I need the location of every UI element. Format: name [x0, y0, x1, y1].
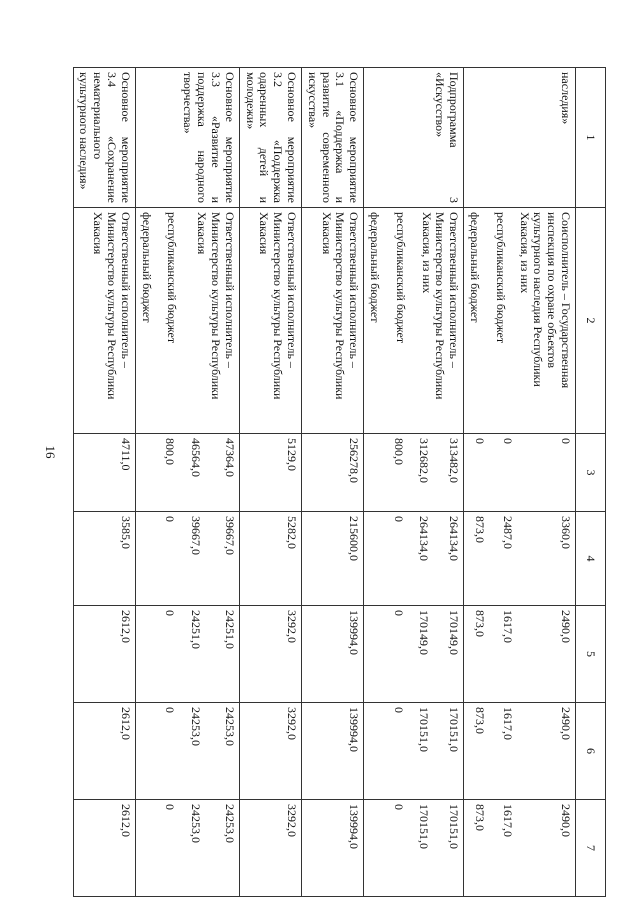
value: 3292,0	[285, 610, 300, 643]
value: 24251,0	[222, 610, 237, 649]
value: 215600,0	[347, 516, 362, 561]
row-executor	[364, 208, 464, 434]
executor-line: республиканский бюджет	[165, 212, 180, 344]
value-cell	[464, 512, 576, 606]
value: 873,0	[473, 707, 488, 734]
executor-line: республиканский бюджет	[393, 212, 408, 344]
executor-line: Соисполнитель – Государственная инспекция по охране объектов культурного наследия Республики Хакасия, из них	[517, 212, 573, 389]
header-col-2: 2	[576, 208, 606, 434]
value: 800,0	[163, 438, 178, 465]
value: 256278,0	[347, 438, 362, 483]
executor-line: Ответственный исполнитель – Министерство культуры Республики Хакасия	[195, 212, 237, 400]
value: 2490,0	[559, 707, 573, 740]
value-cell	[302, 512, 364, 606]
value: 4711,0	[118, 438, 133, 471]
value-cell	[239, 434, 301, 512]
value: 24253,0	[222, 707, 237, 746]
value-cell	[464, 703, 576, 800]
executor-line: Ответственный исполнитель – Министерство культуры Республики Хакасия	[91, 212, 133, 400]
rotated-table-container	[77, 67, 606, 896]
value-cell	[73, 703, 135, 800]
value-cell	[464, 606, 576, 703]
row-executor	[464, 208, 576, 434]
value-cell	[302, 800, 364, 897]
row-title: Основное мероприятие 3.4 «Сохранение нематериального культурного наследия»	[73, 68, 135, 208]
value: 1617,0	[501, 610, 516, 643]
table-row	[239, 68, 301, 897]
page-number: 16	[43, 445, 58, 459]
value: 2612,0	[118, 610, 133, 643]
value: 313482,0	[447, 438, 462, 483]
value: 24253,0	[189, 804, 204, 843]
value-cell	[464, 800, 576, 897]
value: 312682,0	[417, 438, 432, 483]
value-cell	[302, 434, 364, 512]
value-cell	[302, 703, 364, 800]
value-cell	[239, 512, 301, 606]
header-col-1: 1	[576, 68, 606, 208]
header-row	[576, 68, 606, 897]
value-cell	[364, 800, 464, 897]
value: 873,0	[473, 516, 488, 543]
executor-line: федеральный бюджет	[368, 212, 383, 323]
value: 1617,0	[501, 804, 516, 837]
header-col-3: 3	[576, 434, 606, 512]
row-title: Основное мероприятие 3.2 «Поддержка одаренных детей и молодежи»	[239, 68, 301, 208]
executor-line: федеральный бюджет	[139, 212, 154, 323]
value: 170151,0	[417, 707, 432, 752]
value: 0	[163, 707, 178, 713]
value: 170149,0	[417, 610, 432, 655]
value: 46564,0	[189, 438, 204, 477]
value: 0	[163, 516, 178, 522]
value: 170151,0	[447, 707, 462, 752]
value: 170151,0	[447, 804, 462, 849]
value-cell	[135, 703, 239, 800]
row-title: наследия»	[464, 68, 576, 208]
value: 873,0	[473, 804, 488, 831]
value: 0	[163, 610, 178, 616]
header-col-6: 6	[576, 703, 606, 800]
row-executor	[73, 208, 135, 434]
value-cell	[73, 606, 135, 703]
value: 800,0	[391, 438, 406, 465]
value: 2490,0	[559, 804, 573, 837]
value: 0	[391, 804, 406, 810]
row-title: Основное мероприятие 3.1 «Поддержка и развитие современного искусства»	[302, 68, 364, 208]
value: 0	[391, 707, 406, 713]
value-cell	[239, 703, 301, 800]
row-executor	[135, 208, 239, 434]
table-row	[73, 68, 135, 897]
value: 0	[391, 610, 406, 616]
value: 170149,0	[447, 610, 462, 655]
executor-line: республиканский бюджет	[493, 212, 508, 344]
value: 264134,0	[417, 516, 432, 561]
table-row	[302, 68, 364, 897]
value: 24253,0	[222, 804, 237, 843]
value: 47364,0	[222, 438, 237, 477]
value: 873,0	[473, 610, 488, 637]
header-col-7: 7	[576, 800, 606, 897]
header-col-4: 4	[576, 512, 606, 606]
value: 139994,0	[347, 804, 362, 849]
value-cell	[135, 606, 239, 703]
row-executor	[239, 208, 301, 434]
executor-line: Ответственный исполнитель – Министерство культуры Республики Хакасия	[319, 212, 362, 400]
value: 24253,0	[189, 707, 204, 746]
value: 264134,0	[447, 516, 462, 561]
value: 0	[163, 804, 178, 810]
executor-line: федеральный бюджет	[468, 212, 483, 323]
value: 0	[501, 438, 516, 444]
value-cell	[135, 512, 239, 606]
value-cell	[364, 512, 464, 606]
value-cell	[239, 800, 301, 897]
value-cell	[73, 512, 135, 606]
budget-table	[73, 67, 606, 897]
value: 3360,0	[559, 516, 573, 549]
value: 0	[391, 516, 406, 522]
value-cell	[302, 606, 364, 703]
value: 0	[473, 438, 488, 444]
value: 39667,0	[222, 516, 237, 555]
value: 5282,0	[285, 516, 300, 549]
value-cell	[135, 800, 239, 897]
table-row	[364, 68, 464, 897]
value: 139994,0	[347, 707, 362, 752]
value: 3585,0	[118, 516, 133, 549]
value: 2612,0	[118, 804, 133, 837]
value: 3292,0	[285, 804, 300, 837]
value: 139994,0	[347, 610, 362, 655]
header-col-5: 5	[576, 606, 606, 703]
value: 170151,0	[417, 804, 432, 849]
value: 1617,0	[501, 707, 516, 740]
value: 5129,0	[285, 438, 300, 471]
value-cell	[73, 800, 135, 897]
value-cell	[364, 434, 464, 512]
value-cell	[464, 434, 576, 512]
value: 39667,0	[189, 516, 204, 555]
value: 2490,0	[559, 610, 573, 643]
value-cell	[73, 434, 135, 512]
value-cell	[239, 606, 301, 703]
value-cell	[364, 606, 464, 703]
value: 0	[559, 438, 573, 444]
executor-line: Ответственный исполнитель – Министерство культуры Республики Хакасия	[257, 212, 300, 400]
value: 2487,0	[501, 516, 516, 549]
row-executor	[302, 208, 364, 434]
row-title: Подпрограмма 3 «Искусство»	[364, 68, 464, 208]
table-row	[135, 68, 239, 897]
executor-line: Ответственный исполнитель – Министерство культуры Республики Хакасия, из них	[419, 212, 462, 400]
row-title: Основное мероприятие 3.3 «Развитие и поддержка народного творчества»	[135, 68, 239, 208]
value: 3292,0	[285, 707, 300, 740]
value-cell	[364, 703, 464, 800]
value-cell	[135, 434, 239, 512]
value: 24251,0	[189, 610, 204, 649]
value: 2612,0	[118, 707, 133, 740]
table-row	[464, 68, 576, 897]
